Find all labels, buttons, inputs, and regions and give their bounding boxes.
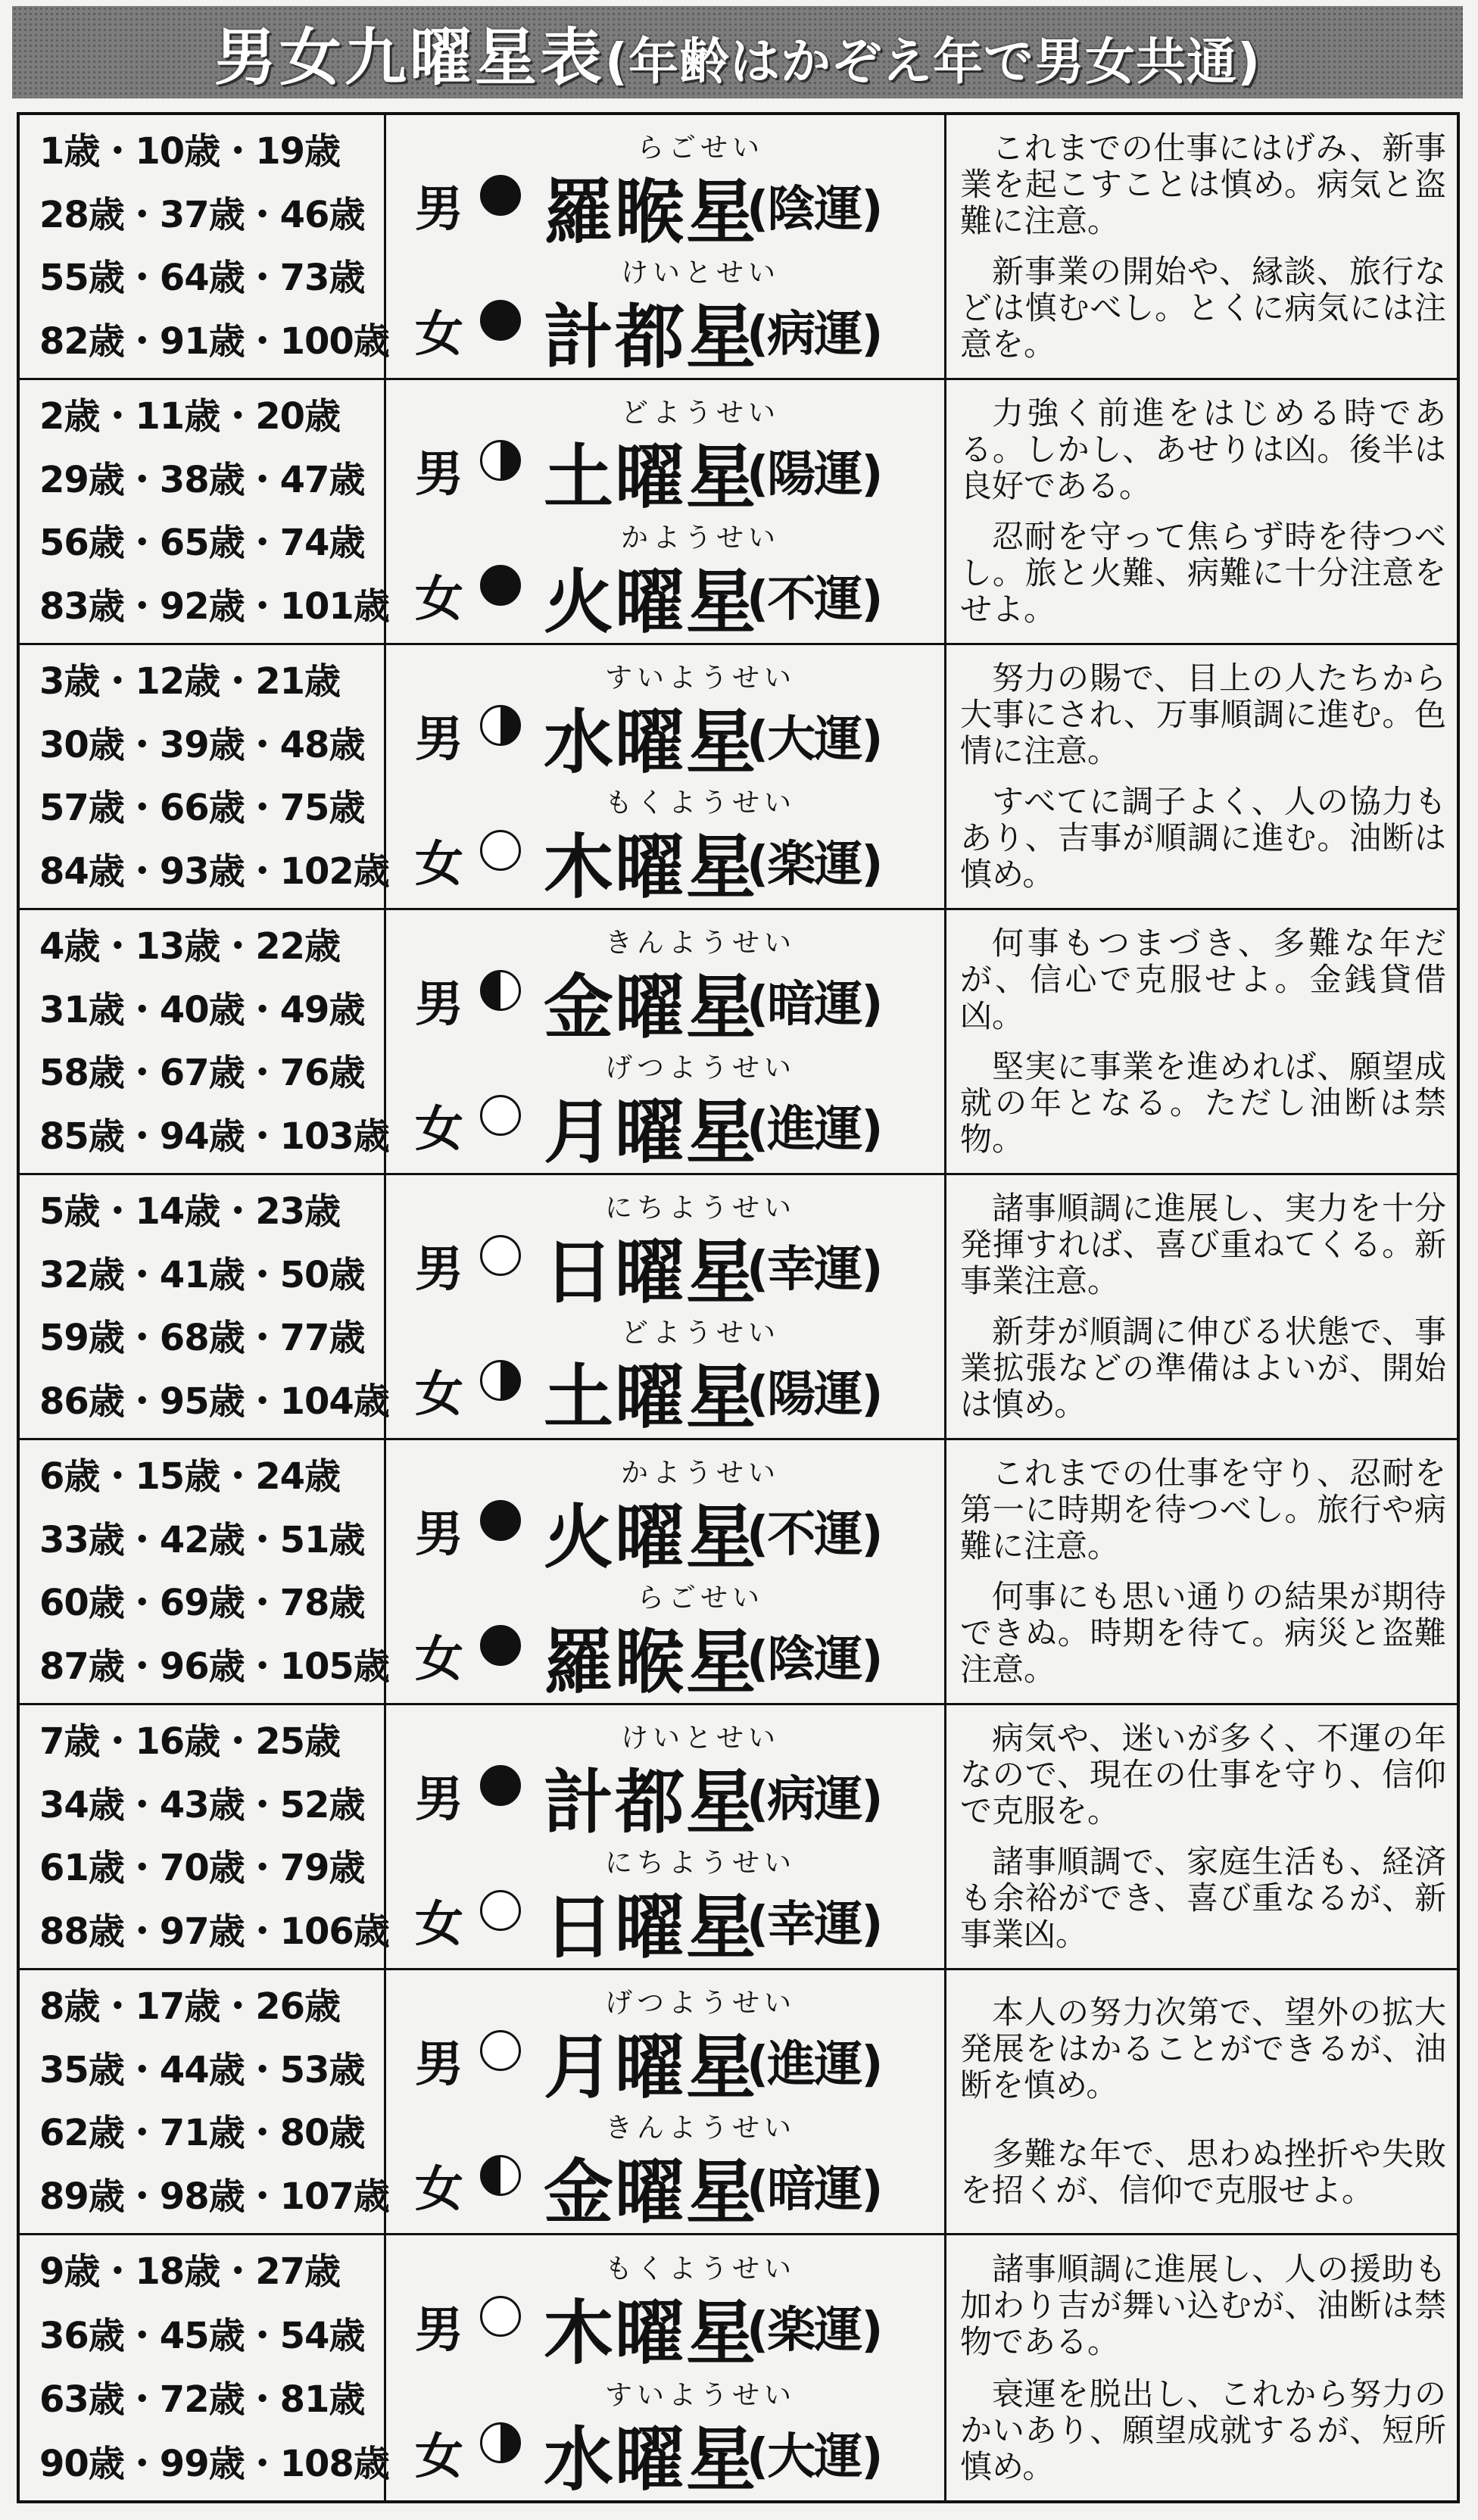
gender-label: 女 [415,1367,463,1424]
luck-label: (楽運) [747,837,882,894]
star-table [17,112,1460,2503]
age-line: 4歳・13歳・22歳 [39,925,340,968]
ages-cell [20,910,389,1175]
age-line: 9歳・18歳・27歳 [39,2250,340,2294]
title-banner [12,6,1463,98]
age-line: 57歳・66歳・75歳 [39,787,365,830]
star-name: 木曜星 [544,826,758,909]
star-reading: らごせい [636,1583,764,1614]
stars-cell [386,1175,946,1440]
star-symbol-empty-icon [480,830,521,871]
description-cell [946,115,1457,380]
star-reading: らごせい [636,132,764,164]
male-description: 本人の努力次第で、望外の拡大発展をはかることができるが、油断を慎め。 [960,1993,1446,2104]
ages-cell [20,645,389,910]
star-name: 羅睺星 [544,1621,758,1704]
female-star-block [386,1042,944,1174]
star-reading: かようせい [620,522,780,554]
gender-label: 女 [415,2428,463,2485]
star-name: 羅睺星 [544,170,758,253]
male-star-block [386,652,944,783]
luck-label: (幸運) [747,1241,882,1298]
description-cell [946,2235,1457,2500]
female-star-block [386,1307,944,1439]
female-description: 堅実に事業を進めれば、願望成就の年となる。ただし油断は禁物。 [960,1048,1446,1159]
star-reading: すいようせい [604,2379,796,2411]
luck-label: (陽運) [747,446,882,503]
luck-label: (不運) [747,572,882,628]
age-line: 29歳・38歳・47歳 [39,458,365,501]
male-description: 力強く前進をはじめる時である。しかし、あせりは凶。後半は良好である。 [960,394,1446,504]
gender-label: 女 [415,307,463,363]
star-symbol-empty-icon [480,1095,521,1136]
male-star-block [386,1712,944,1843]
age-line: 83歳・92歳・101歳 [39,585,389,628]
star-reading: どようせい [620,397,780,429]
age-line: 32歳・41歳・50歳 [39,1253,365,1296]
female-star-block [386,2369,944,2500]
male-description: 諸事順調に進展し、実力を十分発揮すれば、喜び重ねてくる。新事業注意。 [960,1189,1446,1299]
description-cell [946,1970,1457,2235]
age-line: 33歳・42歳・51歳 [39,1518,365,1561]
age-line: 84歳・93歳・102歳 [39,850,389,894]
age-line: 60歳・69歳・78歳 [39,1582,365,1625]
star-name: 火曜星 [544,561,758,644]
male-description: これまでの仕事にはげみ、新事業を起こすことは慎め。病気と盗難に注意。 [960,129,1446,239]
star-symbol-empty-icon [480,2296,521,2337]
luck-label: (大運) [747,711,882,768]
gender-label: 女 [415,1897,463,1954]
star-symbol-full-icon [480,300,521,341]
star-symbol-full-icon [480,1500,521,1541]
luck-label: (幸運) [747,1897,882,1954]
star-reading: にちようせい [604,1192,796,1224]
star-symbol-empty-icon [480,1890,521,1931]
age-line: 58歳・67歳・76歳 [39,1052,365,1095]
star-reading: すいようせい [604,662,796,694]
star-name: 日曜星 [544,1886,758,1969]
age-line: 1歳・10歳・19歳 [39,129,340,173]
female-star-block [386,512,944,644]
description-cell [946,645,1457,910]
age-line: 55歳・64歳・73歳 [39,257,365,300]
age-line: 63歳・72歳・81歳 [39,2378,365,2422]
star-symbol-full-icon [480,565,521,606]
title-main: 男女九曜星表 [214,21,605,94]
luck-label: (暗運) [747,976,882,1033]
star-symbol-empty-icon [480,1235,521,1276]
ages-cell [20,380,389,645]
ages-cell [20,1970,389,2235]
luck-label: (進運) [747,2036,882,2093]
gender-label: 女 [415,2162,463,2219]
stars-cell [386,645,946,910]
luck-label: (病運) [747,307,882,363]
gender-label: 女 [415,572,463,628]
star-reading: けいとせい [620,1722,780,1754]
ages-cell [20,1175,389,1440]
age-line: 61歳・70歳・79歳 [39,1847,365,1890]
age-line: 86歳・95歳・104歳 [39,1380,389,1424]
age-line: 35歳・44歳・53歳 [39,2048,365,2091]
age-line: 90歳・99歳・108歳 [39,2442,389,2485]
luck-label: (陽運) [747,1367,882,1424]
male-star-block [386,387,944,518]
ages-cell [20,1440,389,1705]
gender-label: 男 [415,446,463,503]
age-line: 2歳・11歳・20歳 [39,395,340,438]
star-name: 金曜星 [544,2151,758,2234]
luck-label: (暗運) [747,2162,882,2219]
description-cell [946,910,1457,1175]
age-line: 8歳・17歳・26歳 [39,1985,340,2028]
female-star-block [386,1572,944,1704]
age-line: 28歳・37歳・46歳 [39,193,365,236]
age-line: 6歳・15歳・24歳 [39,1455,340,1498]
male-description: 諸事順調に進展し、人の援助も加わり吉が舞い込むが、油断は禁物である。 [960,2250,1446,2360]
stars-cell [386,380,946,645]
age-line: 85歳・94歳・103歳 [39,1115,389,1159]
age-line: 34歳・43歳・52歳 [39,1783,365,1826]
female-star-block [386,247,944,379]
luck-label: (大運) [747,2428,882,2485]
star-name: 日曜星 [544,1230,758,1313]
female-description: すべてに調子よく、人の協力もあり、吉事が順調に進む。油断は慎め。 [960,783,1446,894]
star-name: 計都星 [544,296,758,379]
page-title [214,8,1261,97]
title-subtitle: (年齢はかぞえ年で男女共通) [604,32,1261,91]
luck-label: (不運) [747,1506,882,1563]
star-reading: けいとせい [620,257,780,289]
stars-cell [386,2235,946,2500]
star-name: 土曜星 [544,1356,758,1439]
star-name: 計都星 [544,1761,758,1843]
age-line: 88歳・97歳・106歳 [39,1910,389,1954]
male-star-block [386,1182,944,1313]
star-name: 木曜星 [544,2291,758,2374]
female-description: 衰運を脱出し、これから努力のかいあり、願望成就するが、短所慎め。 [960,2375,1446,2485]
description-cell [946,380,1457,645]
female-description: 新芽が順調に伸びる状態で、事業拡張などの準備はよいが、開始は慎め。 [960,1313,1446,1424]
luck-label: (陰運) [747,1632,882,1689]
age-line: 36歳・45歳・54歳 [39,2314,365,2357]
gender-label: 男 [415,711,463,768]
male-star-block [386,2243,944,2374]
star-reading: どようせい [620,1318,780,1349]
age-line: 5歳・14歳・23歳 [39,1190,340,1233]
star-name: 水曜星 [544,2418,758,2500]
ages-cell [20,1705,389,1970]
age-line: 82歳・91歳・100歳 [39,320,389,363]
female-description: 多難な年で、思わぬ挫折や失敗を招くが、信仰で克服せよ。 [960,2135,1446,2210]
female-description: 何事にも思い通りの結果が期待できぬ。時期を待て。病災と盗難注意。 [960,1578,1446,1689]
star-reading: きんようせい [604,927,796,959]
gender-label: 女 [415,837,463,894]
gender-label: 男 [415,1506,463,1563]
age-line: 31歳・40歳・49歳 [39,988,365,1031]
star-reading: かようせい [620,1457,780,1489]
star-symbol-half-right-icon [480,1360,521,1401]
female-star-block [386,1837,944,1969]
age-line: 59歳・68歳・77歳 [39,1317,365,1360]
star-name: 火曜星 [544,1495,758,1578]
male-description: これまでの仕事を守り、忍耐を第一に時期を待つべし。旅行や病難に注意。 [960,1454,1446,1564]
star-symbol-half-left-icon [480,2155,521,2196]
star-name: 月曜星 [544,2026,758,2108]
gender-label: 女 [415,1102,463,1159]
male-star-block [386,1447,944,1578]
female-star-block [386,777,944,909]
star-symbol-half-left-icon [480,970,521,1011]
star-name: 金曜星 [544,965,758,1048]
age-line: 87歳・96歳・105歳 [39,1645,389,1689]
luck-label: (陰運) [747,181,882,238]
stars-cell [386,1970,946,2235]
stars-cell [386,115,946,380]
ages-cell [20,115,389,380]
male-star-block [386,917,944,1048]
luck-label: (進運) [747,1102,882,1159]
female-description: 忍耐を守って焦らず時を待つべし。旅と火難、病難に十分注意をせよ。 [960,518,1446,628]
star-reading: にちようせい [604,1848,796,1879]
male-star-block [386,122,944,253]
ages-cell [20,2235,389,2500]
description-cell [946,1440,1457,1705]
male-description: 努力の賜で、目上の人たちから大事にされ、万事順調に進む。色情に注意。 [960,659,1446,769]
star-symbol-full-icon [480,1765,521,1806]
luck-label: (病運) [747,1771,882,1828]
male-description: 何事もつまづき、多難な年だが、信心で克服せよ。金銭貸借凶。 [960,924,1446,1034]
star-name: 水曜星 [544,700,758,783]
male-star-block [386,1977,944,2108]
description-cell [946,1705,1457,1970]
female-description: 諸事順調で、家庭生活も、経済も余裕ができ、喜び重なるが、新事業凶。 [960,1843,1446,1954]
stars-cell [386,1705,946,1970]
gender-label: 男 [415,2302,463,2359]
gender-label: 男 [415,2036,463,2093]
star-name: 月曜星 [544,1091,758,1174]
gender-label: 男 [415,181,463,238]
gender-label: 男 [415,1771,463,1828]
gender-label: 女 [415,1632,463,1689]
star-symbol-empty-icon [480,2030,521,2071]
gender-label: 男 [415,976,463,1033]
stars-cell [386,910,946,1175]
star-symbol-half-right-icon [480,705,521,746]
age-line: 56歳・65歳・74歳 [39,522,365,565]
age-line: 7歳・16歳・25歳 [39,1720,340,1763]
star-reading: きんようせい [604,2113,796,2144]
male-description: 病気や、迷いが多く、不運の年なので、現在の仕事を守り、信仰で克服を。 [960,1719,1446,1829]
description-cell [946,1175,1457,1440]
female-description: 新事業の開始や、縁談、旅行などは慎むべし。とくに病気には注意を。 [960,253,1446,363]
star-reading: もくようせい [604,788,796,819]
stars-cell [386,1440,946,1705]
luck-label: (楽運) [747,2302,882,2359]
star-reading: げつようせい [604,1053,796,1084]
gender-label: 男 [415,1241,463,1298]
star-symbol-half-right-icon [480,2422,521,2463]
female-star-block [386,2102,944,2234]
age-line: 30歳・39歳・48歳 [39,723,365,766]
star-name: 土曜星 [544,435,758,518]
age-line: 62歳・71歳・80歳 [39,2112,365,2155]
age-line: 89歳・98歳・107歳 [39,2175,389,2219]
star-symbol-half-right-icon [480,440,521,481]
star-reading: げつようせい [604,1987,796,2019]
star-reading: もくようせい [604,2253,796,2285]
star-symbol-full-icon [480,1625,521,1666]
star-symbol-full-icon [480,175,521,216]
age-line: 3歳・12歳・21歳 [39,660,340,703]
